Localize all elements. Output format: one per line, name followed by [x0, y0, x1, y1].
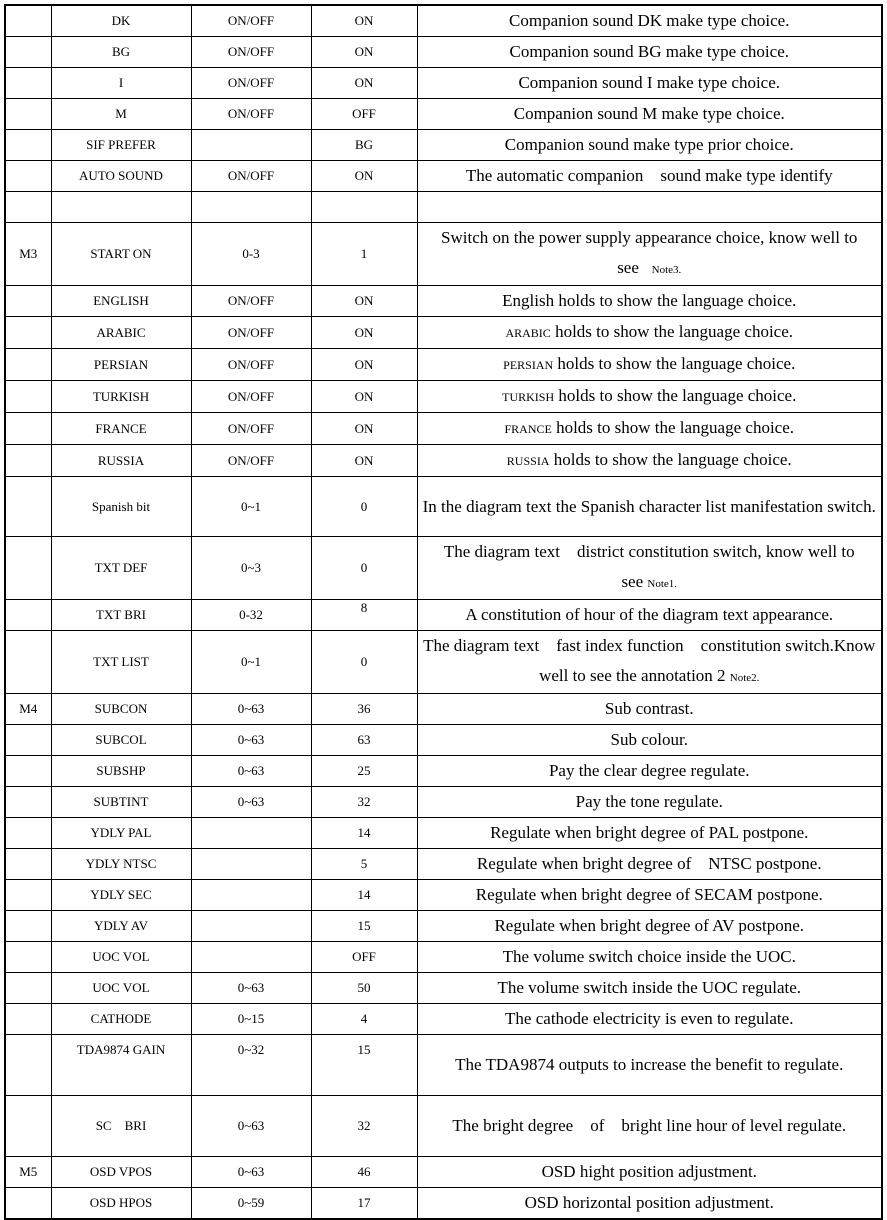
table-row [5, 756, 882, 787]
note-reference: Note2. [729, 672, 760, 684]
item-cell: ENGLISH [51, 286, 191, 317]
default-cell: ON [311, 5, 417, 37]
description-cell: The volume switch inside the UOC regulate. [417, 973, 882, 1004]
default-cell: OFF [311, 942, 417, 973]
table-row [5, 787, 882, 818]
default-cell: ON [311, 286, 417, 317]
description-cell [417, 537, 882, 600]
menu-cell [5, 5, 51, 37]
description-cell: The bright degree of bright line hour of level regulate. [417, 1096, 882, 1157]
range-cell: ON/OFF [191, 5, 311, 37]
menu-cell [5, 631, 51, 694]
table-row [5, 600, 882, 631]
menu-cell [5, 161, 51, 192]
description-cell: Regulate when bright degree of NTSC postpone. [417, 849, 882, 880]
description-cell [417, 413, 882, 445]
item-cell: M [51, 99, 191, 130]
menu-cell [5, 286, 51, 317]
range-cell: ON/OFF [191, 317, 311, 349]
menu-cell [5, 942, 51, 973]
menu-cell [5, 600, 51, 631]
range-cell [191, 130, 311, 161]
menu-cell [5, 99, 51, 130]
description-text: holds to show the language choice. [549, 450, 792, 469]
note-reference: Note3. [651, 264, 682, 276]
menu-cell [5, 68, 51, 99]
description-cell: Companion sound DK make type choice. [417, 5, 882, 37]
item-cell: YDLY AV [51, 911, 191, 942]
menu-cell [5, 537, 51, 600]
range-cell: 0~63 [191, 973, 311, 1004]
default-cell: 0 [311, 537, 417, 600]
table-row [5, 381, 882, 413]
menu-cell [5, 130, 51, 161]
item-cell [51, 192, 191, 223]
description-cell: The TDA9874 outputs to increase the benefit to regulate. [417, 1035, 882, 1096]
table-row [5, 99, 882, 130]
default-cell: ON [311, 37, 417, 68]
description-text: Switch on the power supply appearance choice, know well to see [441, 228, 858, 277]
item-cell: BG [51, 37, 191, 68]
description-cell: Sub contrast. [417, 694, 882, 725]
default-cell [311, 192, 417, 223]
item-cell: SUBSHP [51, 756, 191, 787]
item-cell: SC BRI [51, 1096, 191, 1157]
menu-cell [5, 818, 51, 849]
description-text: holds to show the language choice. [553, 354, 796, 373]
menu-cell [5, 911, 51, 942]
menu-cell [5, 1188, 51, 1220]
default-cell: 4 [311, 1004, 417, 1035]
range-cell: ON/OFF [191, 381, 311, 413]
table-row [5, 192, 882, 223]
description-cell: The volume switch choice inside the UOC. [417, 942, 882, 973]
item-cell: TXT DEF [51, 537, 191, 600]
range-cell: 0~1 [191, 477, 311, 537]
menu-cell [5, 1096, 51, 1157]
item-cell: OSD HPOS [51, 1188, 191, 1220]
default-cell: ON [311, 349, 417, 381]
default-cell: 32 [311, 1096, 417, 1157]
language-name: PERSIAN [503, 358, 554, 372]
default-cell: 63 [311, 725, 417, 756]
description-cell: English holds to show the language choice. [417, 286, 882, 317]
table-row [5, 1004, 882, 1035]
menu-cell [5, 1004, 51, 1035]
table-row [5, 477, 882, 537]
menu-cell [5, 880, 51, 911]
description-cell: Regulate when bright degree of PAL postpone. [417, 818, 882, 849]
default-cell: ON [311, 445, 417, 477]
item-cell: SUBCON [51, 694, 191, 725]
range-cell: 0~63 [191, 756, 311, 787]
item-cell: SUBTINT [51, 787, 191, 818]
table-row [5, 161, 882, 192]
description-cell: The cathode electricity is even to regulate. [417, 1004, 882, 1035]
item-cell: FRANCE [51, 413, 191, 445]
default-cell: ON [311, 68, 417, 99]
table-row [5, 849, 882, 880]
item-cell: YDLY PAL [51, 818, 191, 849]
menu-cell [5, 973, 51, 1004]
default-cell: ON [311, 381, 417, 413]
item-cell: DK [51, 5, 191, 37]
default-cell: ON [311, 413, 417, 445]
range-cell: ON/OFF [191, 37, 311, 68]
menu-cell [5, 381, 51, 413]
table-row [5, 818, 882, 849]
item-cell: UOC VOL [51, 973, 191, 1004]
default-cell: 0 [311, 631, 417, 694]
menu-cell [5, 445, 51, 477]
description-cell: Sub colour. [417, 725, 882, 756]
item-cell: CATHODE [51, 1004, 191, 1035]
description-cell [417, 223, 882, 286]
menu-cell [5, 725, 51, 756]
table-row [5, 5, 882, 37]
default-cell: 15 [311, 911, 417, 942]
range-cell: 0~1 [191, 631, 311, 694]
description-text: holds to show the language choice. [550, 322, 794, 341]
menu-cell [5, 413, 51, 445]
item-cell: UOC VOL [51, 942, 191, 973]
range-cell [191, 192, 311, 223]
menu-cell [5, 1035, 51, 1096]
table-row [5, 911, 882, 942]
range-cell: 0~63 [191, 787, 311, 818]
table-row [5, 694, 882, 725]
table-row [5, 130, 882, 161]
description-cell [417, 445, 882, 477]
description-text: holds to show the language choice. [551, 418, 795, 437]
description-cell [417, 317, 882, 349]
item-cell: I [51, 68, 191, 99]
menu-cell: M5 [5, 1157, 51, 1188]
description-cell: Pay the clear degree regulate. [417, 756, 882, 787]
default-cell: 17 [311, 1188, 417, 1220]
table-row [5, 413, 882, 445]
description-cell: Companion sound I make type choice. [417, 68, 882, 99]
table-row [5, 445, 882, 477]
range-cell [191, 849, 311, 880]
range-cell [191, 818, 311, 849]
table-row [5, 223, 882, 286]
table-row [5, 68, 882, 99]
item-cell: START ON [51, 223, 191, 286]
default-cell: 32 [311, 787, 417, 818]
range-cell: 0~15 [191, 1004, 311, 1035]
default-cell: ON [311, 317, 417, 349]
menu-cell [5, 349, 51, 381]
default-cell: 46 [311, 1157, 417, 1188]
item-cell: RUSSIA [51, 445, 191, 477]
description-text: The diagram text fast index function constitution switch.Know well to see the annotation 2 [423, 636, 876, 685]
menu-cell [5, 756, 51, 787]
default-cell: OFF [311, 99, 417, 130]
range-cell [191, 880, 311, 911]
range-cell: 0~32 [191, 1035, 311, 1096]
default-cell: 50 [311, 973, 417, 1004]
item-cell: TDA9874 GAIN [51, 1035, 191, 1096]
default-cell: 15 [311, 1035, 417, 1096]
table-row [5, 1096, 882, 1157]
item-cell: PERSIAN [51, 349, 191, 381]
item-cell: AUTO SOUND [51, 161, 191, 192]
description-cell: A constitution of hour of the diagram text appearance. [417, 600, 882, 631]
item-cell: YDLY NTSC [51, 849, 191, 880]
menu-cell [5, 787, 51, 818]
item-cell: OSD VPOS [51, 1157, 191, 1188]
language-name: ARABIC [505, 326, 551, 340]
default-cell: 0 [311, 477, 417, 537]
default-cell: 25 [311, 756, 417, 787]
table-row [5, 1188, 882, 1220]
range-cell: ON/OFF [191, 445, 311, 477]
description-cell [417, 349, 882, 381]
description-cell: OSD horizontal position adjustment. [417, 1188, 882, 1220]
factory-menu-table [4, 4, 883, 1220]
language-name: RUSSIA [506, 454, 550, 468]
menu-cell [5, 849, 51, 880]
menu-cell [5, 477, 51, 537]
default-cell: 14 [311, 880, 417, 911]
range-cell: ON/OFF [191, 161, 311, 192]
item-cell: TXT BRI [51, 600, 191, 631]
description-cell [417, 631, 882, 694]
range-cell: 0-32 [191, 600, 311, 631]
default-cell: BG [311, 130, 417, 161]
item-cell: TURKISH [51, 381, 191, 413]
description-text: holds to show the language choice. [554, 386, 797, 405]
range-cell [191, 911, 311, 942]
item-cell: SUBCOL [51, 725, 191, 756]
default-cell: ON [311, 161, 417, 192]
menu-cell: M3 [5, 223, 51, 286]
range-cell: 0~3 [191, 537, 311, 600]
language-name: TURKISH [502, 390, 555, 404]
table-row [5, 286, 882, 317]
description-text: The diagram text district constitution switch, know well to see [443, 542, 855, 591]
range-cell: 0-3 [191, 223, 311, 286]
table-row [5, 537, 882, 600]
note-reference: Note1. [647, 578, 678, 590]
range-cell: ON/OFF [191, 68, 311, 99]
table-row [5, 349, 882, 381]
description-cell [417, 192, 882, 223]
menu-cell [5, 37, 51, 68]
language-name: FRANCE [504, 422, 552, 436]
default-cell: 8 [311, 600, 417, 631]
description-cell: OSD hight position adjustment. [417, 1157, 882, 1188]
range-cell: 0~59 [191, 1188, 311, 1220]
range-cell: 0~63 [191, 694, 311, 725]
range-cell: ON/OFF [191, 349, 311, 381]
table-row [5, 880, 882, 911]
item-cell: ARABIC [51, 317, 191, 349]
description-cell: Companion sound M make type choice. [417, 99, 882, 130]
item-cell: YDLY SEC [51, 880, 191, 911]
range-cell: ON/OFF [191, 99, 311, 130]
range-cell [191, 942, 311, 973]
description-cell [417, 381, 882, 413]
range-cell: 0~63 [191, 1157, 311, 1188]
table-row [5, 631, 882, 694]
description-cell: The automatic companion sound make type identify [417, 161, 882, 192]
menu-cell [5, 317, 51, 349]
menu-cell: M4 [5, 694, 51, 725]
table-row [5, 725, 882, 756]
table-row [5, 37, 882, 68]
table-row [5, 1035, 882, 1096]
item-cell: TXT LIST [51, 631, 191, 694]
menu-cell [5, 192, 51, 223]
description-cell: Pay the tone regulate. [417, 787, 882, 818]
description-cell: Regulate when bright degree of AV postpone. [417, 911, 882, 942]
description-cell: In the diagram text the Spanish character list manifestation switch. [417, 477, 882, 537]
range-cell: 0~63 [191, 1096, 311, 1157]
description-cell: Regulate when bright degree of SECAM postpone. [417, 880, 882, 911]
table-row [5, 973, 882, 1004]
description-cell: Companion sound BG make type choice. [417, 37, 882, 68]
default-cell: 36 [311, 694, 417, 725]
table-row [5, 1157, 882, 1188]
table-row [5, 317, 882, 349]
default-cell: 14 [311, 818, 417, 849]
default-cell: 5 [311, 849, 417, 880]
item-cell: SIF PREFER [51, 130, 191, 161]
range-cell: ON/OFF [191, 413, 311, 445]
default-cell: 1 [311, 223, 417, 286]
table-row [5, 942, 882, 973]
range-cell: 0~63 [191, 725, 311, 756]
description-cell: Companion sound make type prior choice. [417, 130, 882, 161]
range-cell: ON/OFF [191, 286, 311, 317]
item-cell: Spanish bit [51, 477, 191, 537]
